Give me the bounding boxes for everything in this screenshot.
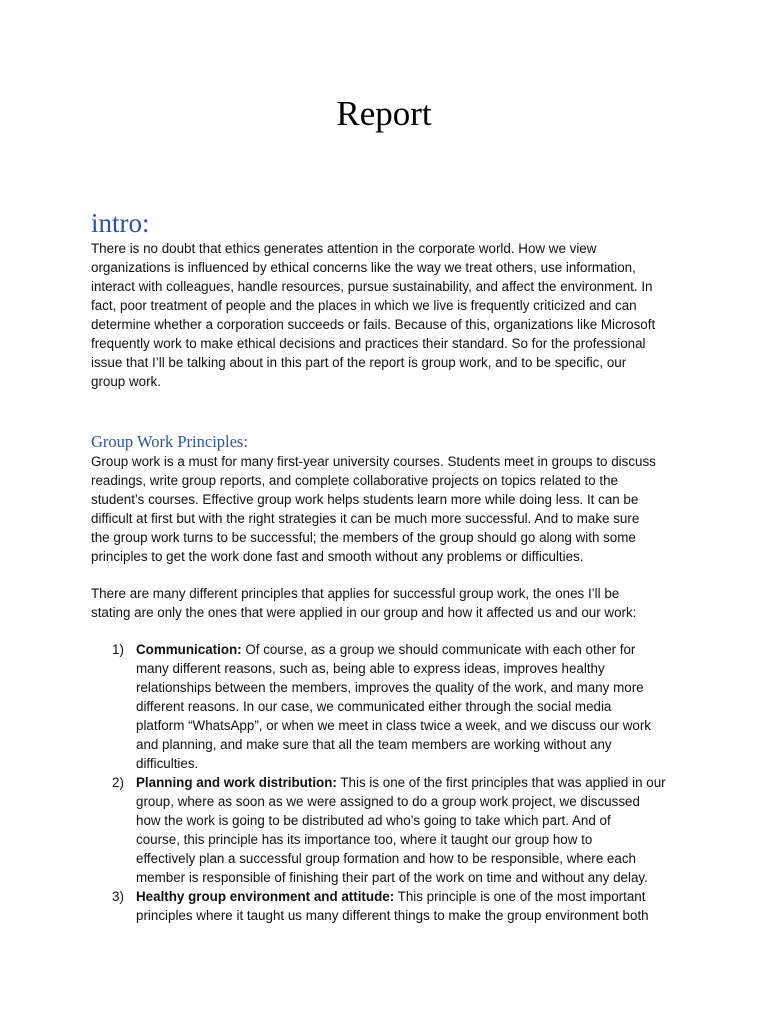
text-line: platform “WhatsApp”, or when we meet in class twice a week, and we discuss our work <box>136 718 651 733</box>
list-item <box>91 887 691 925</box>
text-line: how the work is going to be distributed ad who’s going to take which part. And of <box>136 813 611 828</box>
text-line: frequently work to make ethical decisions and practices their standard. So for the professional <box>91 336 646 351</box>
intro-heading: intro: <box>91 208 150 238</box>
principles-intro-paragraph <box>91 584 691 622</box>
intro-paragraph <box>91 239 691 391</box>
list-number: 3) <box>112 889 124 904</box>
list-item <box>91 640 691 773</box>
text-line: stating are only the ones that were applied in our group and how it affected us and our work: <box>91 605 637 620</box>
text-line: fact, poor treatment of people and the places in which we live is frequently criticized and can <box>91 298 637 313</box>
list-item <box>91 773 691 887</box>
text-line: issue that I’ll be talking about in this part of the report is group work, and to be specific, our <box>91 355 627 370</box>
text-line: There are many different principles that applies for successful group work, the ones I’ll be <box>91 586 620 601</box>
text-line: Group work is a must for many first-year university courses. Students meet in groups to discuss <box>91 454 656 469</box>
text-line: different reasons. In our case, we communicated either through the social media <box>136 699 612 714</box>
page-title: Report <box>336 94 432 133</box>
text-line: determine whether a corporation succeeds or fails. Because of this, organizations like Microsoft <box>91 317 656 332</box>
text-line: member is responsible of finishing their part of the work on time and without any delay. <box>136 870 648 885</box>
principles-list <box>91 640 691 925</box>
text-line: many different reasons, such as, being able to express ideas, improves healthy <box>136 661 605 676</box>
list-term: Communication: <box>136 642 242 657</box>
text-line: student’s courses. Effective group work helps students learn more while doing less. It can be <box>91 492 639 507</box>
list-text: This is one of the first principles that was applied in our <box>336 775 666 790</box>
section-heading: Group Work Principles: <box>91 432 248 451</box>
text-line: principles to get the work done fast and smooth without any problems or difficulties. <box>91 549 584 564</box>
text-line: group work. <box>91 374 161 389</box>
text-line <box>136 640 691 659</box>
text-line: There is no doubt that ethics generates attention in the corporate world. How we view <box>91 241 597 256</box>
principles-paragraph <box>91 452 691 566</box>
list-text: This principle is one of the most important <box>394 889 646 904</box>
text-line: difficult at first but with the right strategies it can be much more successful. And to make sure <box>91 511 640 526</box>
text-line <box>136 887 691 906</box>
text-line: the group work turns to be successful; the members of the group should go along with some <box>91 530 636 545</box>
list-number: 2) <box>112 775 124 790</box>
text-line: relationships between the members, improves the quality of the work, and many more <box>136 680 644 695</box>
text-line <box>136 773 691 792</box>
list-number: 1) <box>112 642 124 657</box>
text-line: group, where as soon as we were assigned to do a group work project, we discussed <box>136 794 640 809</box>
text-line: interact with colleagues, handle resources, pursue sustainability, and affect the environment. In <box>91 279 653 294</box>
list-term: Planning and work distribution: <box>136 775 337 790</box>
text-line: difficulties. <box>136 756 199 771</box>
list-text: Of course, as a group we should communicate with each other for <box>241 642 636 657</box>
text-line: organizations is influenced by ethical concerns like the way we treat others, use information, <box>91 260 636 275</box>
text-line: course, this principle has its importance too, where it taught our group how to <box>136 832 593 847</box>
text-line: effectively plan a successful group formation and how to be responsible, where each <box>136 851 636 866</box>
list-term: Healthy group environment and attitude: <box>136 889 395 904</box>
text-line: and planning, and make sure that all the team members are working without any <box>136 737 612 752</box>
text-line: readings, write group reports, and complete collaborative projects on topics related to the <box>91 473 618 488</box>
text-line: principles where it taught us many different things to make the group environment both <box>136 908 649 923</box>
